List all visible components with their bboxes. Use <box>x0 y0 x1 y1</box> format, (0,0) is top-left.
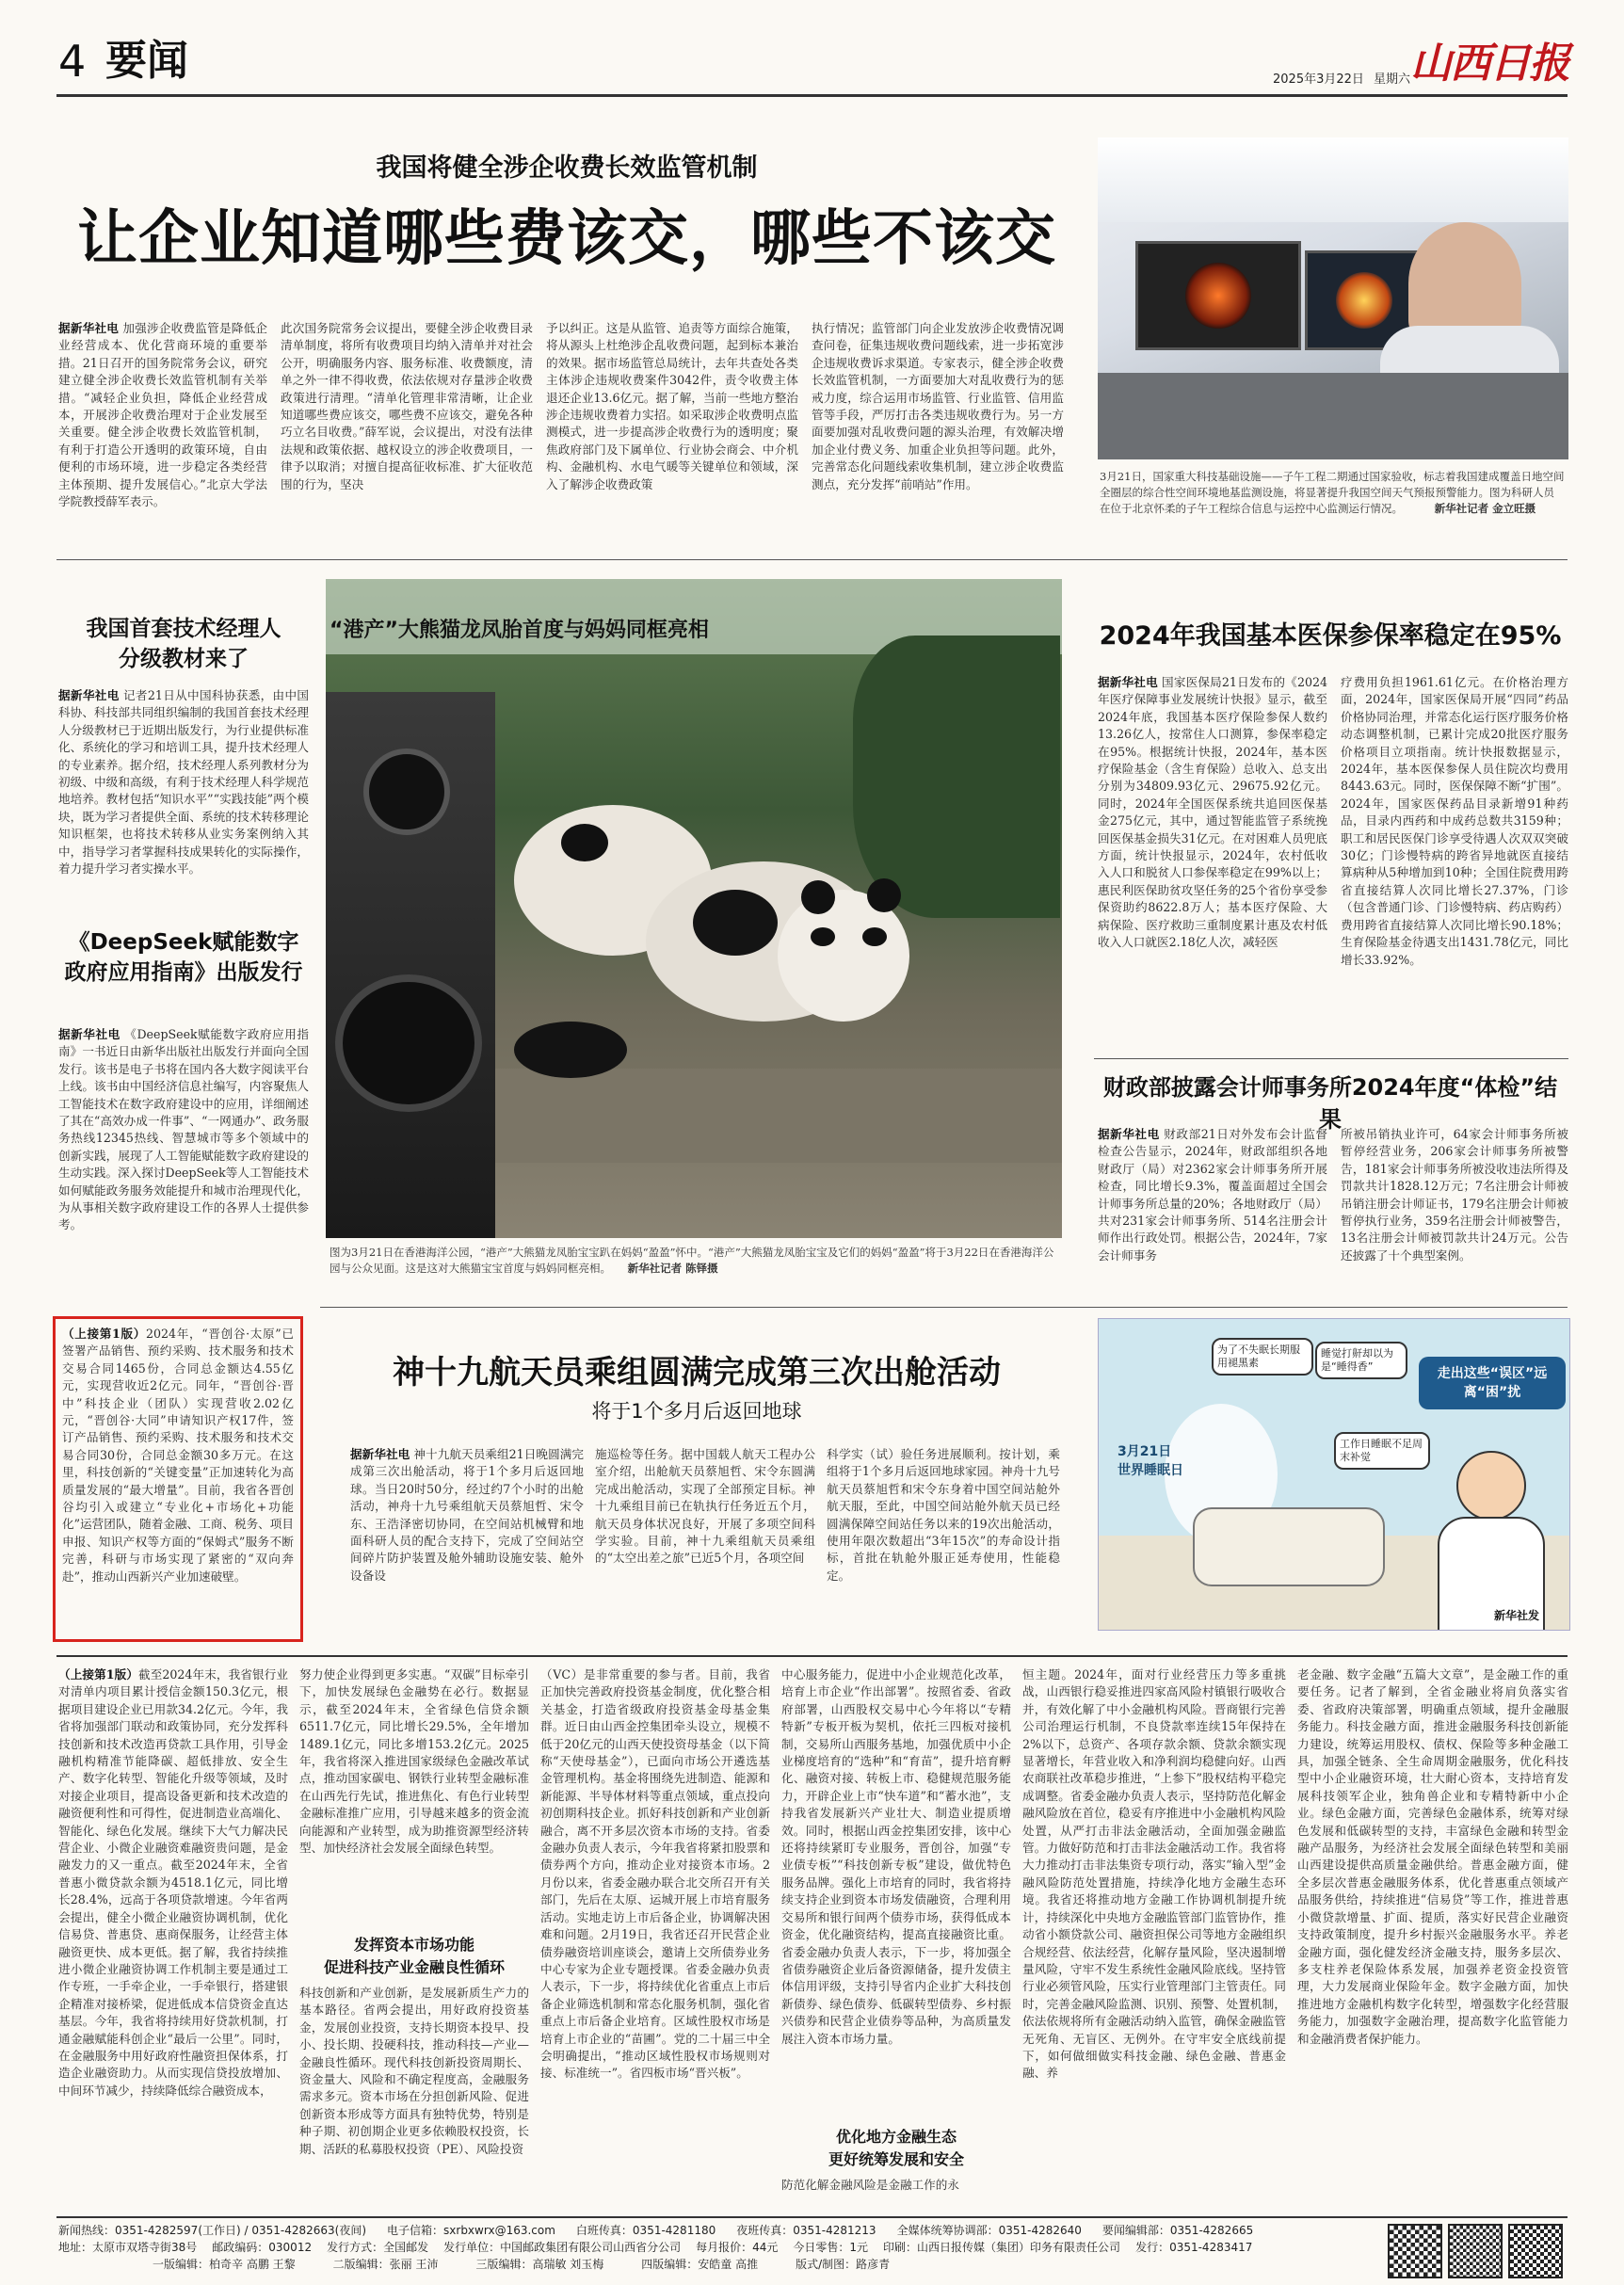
masthead-logo: 山西日报 <box>1410 40 1568 88</box>
date: 2025年3月22日 <box>1273 72 1364 87</box>
speech-bubble: 工作日睡眠不足周末补觉 <box>1334 1432 1430 1470</box>
weekday: 星期六 <box>1374 72 1411 87</box>
jump1-body: （上接第1版）2024年，“晋创谷·太原”已签署产品销售、预约采购、技术服务和技术交易合同1465份，合同总金额达4.55亿元，实现营收近2亿元。同年，“晋创谷·晋中”科技企业（团队）实现营收2.02亿元，“晋创谷·大同”申请知识产权17件，签订产品销售、预约采购、技术服务和技术交易合同30份，合同总金额30多万元。在这里，科技创新的“关键变量”正加速转化为高质量发展的“最大增量”。目前，我省各晋创谷均引入或建立“专业化+市场化+功能化”运营团队，随着金融、工商、税务、项目申报、知识产权等方面的“保姆式”服务不断完善，科研与市场实现了紧密的“双向奔赴”，推动山西新兴产业加速破壁。 <box>62 1327 294 1584</box>
audit-col-2: 所被吊销执业许可，64家会计师事务所被暂停经营业务，206家会计师事务所被警告，181家会计师事务所被没收违法所得及罚款共计1828.12万元；7名注册会计师被吊销注册会计师证书，179名注册会计师被暂停执行业务，359名注册会计师被警告，13名注册会计师被罚款共计24万元。公告还披露了十个典型案例。 <box>1341 1127 1568 1263</box>
footer <box>58 2222 1376 2280</box>
space-col-1: 据新华社电 神十九航天员乘组21日晚圆满完成第三次出舱活动，将于1个多月后返回地球。当日20时50分，经过约7个小时的出舱活动，神舟十九号乘组航天员蔡旭哲、宋令东、王浩泽密切协同，在空间站机械臂和地面科研人员的配合支持下，完成了空间站空间碎片防护装置及舱外辅助设施安装、舱外设备设 <box>350 1447 584 1583</box>
finance-subhead-2: 优化地方金融生态 更好统筹发展和安全 <box>828 2128 964 2168</box>
page-header <box>0 0 1624 104</box>
space-subtitle: 将于1个多月后返回地球 <box>591 1400 802 1423</box>
speech-bubble: 睡觉打鼾却以为是“睡得香” <box>1315 1342 1407 1379</box>
footer-row-1: 新闻热线：0351-4282597(工作日) / 0351-4282663(夜间) 电子信箱：sxrbxwrx@163.com 白班传真：0351-4281180 夜班传真：0351-4281213 全媒体统筹协调部：0351-4282640 要闻编辑部：0351-4282665 <box>58 2224 1254 2237</box>
medical-col-2: 疗费用负担1961.61亿元。在价格治理方面，2024年，国家医保局开展“四同”药品价格协同治理，并常态化运行医疗服务价格动态调整机制，已累计完成20批医疗服务价格项目立项指南。统计快报数据显示，2024年，基本医保参保人员住院次均费用8443.63元。同时，医保保障不断“扩围”。2024年，国家医保药品目录新增91种药品，目录内西药和中成药总数共3159种；职工和居民医保门诊享受待遇人次双双突破30亿；门诊慢特病的跨省异地就医直接结算病种从5种增加到10种；全国住院费用跨省直接结算人次同比增长27.37%，门诊（包含普通门诊、门诊慢特病、药店购药）费用跨省直接结算人次同比增长90.18%；生育保险基金待遇支出1431.78亿元，同比增长33.92%。 <box>1341 675 1568 967</box>
space-headline: 神十九航天员乘组圆满完成第三次出舱活动 <box>393 1354 1001 1392</box>
lead-col-3: 予以纠正。这是从监管、追责等方面综合施策，将从源头上杜绝涉企乱收费问题，起到标本兼治的效果。据市场监管总局统计，去年共查处各类主体涉企违规收费案件3042件，责令收费主体退还企业13.6亿元。据了解，当前一些地方整治涉企违规收费着力实招。如采取涉企收费明点监测模式，进一步提高涉企收费行为的透明度；聚焦政府部门及下属单位、行业协会商会、中介机构、金融机构、水电气暖等关键单位和领域，深入了解涉企收费政策 <box>546 321 798 491</box>
panda-caption: 图为3月21日在香港海洋公园，“港产”大熊猫龙凤胎宝宝趴在妈妈“盈盈”怀中。“港产”大熊猫龙凤胎宝宝及它们的妈妈“盈盈”将于3月22日在香港海洋公园与公众见面。这是这对大熊猫宝宝首度与妈妈同框亮相。 新华社记者 陈铎摄 <box>330 1246 1054 1275</box>
cartoon-banner: 走出这些“误区”远离“困”扰 <box>1419 1357 1566 1409</box>
sleep-cartoon <box>1098 1318 1570 1631</box>
section-name: 要闻 <box>105 37 188 85</box>
panda-headline: “港产”大熊猫龙凤胎首度与妈妈同框亮相 <box>330 619 709 642</box>
audit-headline: 财政部披露会计师事务所2024年度“体检”结果 <box>1102 1074 1558 1133</box>
textbook-body: 据新华社电 记者21日从中国科协获悉，由中国科协、科技部共同组织编制的我国首套技术经理人分级教材已于近期出版发行，为行业提供标准化、系统化的学习和培训工具，提升技术经理人的专业素养。据介绍，技术经理人系列教材分为初级、中级和高级，有利于技术经理人科学规范地培养。教材包括“知识水平”“实践技能”两个模块，既为学习者提供全面、系统的技术转移理论知识框架，也将技术转移从业实务案例纳入其中，指导学习者掌握科技成果转化的实际操作，着力提升学习者实操水平。 <box>58 688 309 877</box>
lead-headline: 让企业知道哪些费该交，哪些不该交 <box>77 204 1056 274</box>
finance-col-2b: 科技创新和产业创新，是发展新质生产力的基本路径。省两会提出，用好政府投资基金，发展创业投资，支持长期资本投早、投小、投长期、投硬科技，推动科技—产业—金融良性循环。现代科技创新投资周期长、资金量大、风险和不确定程度高，金融服务需求多元。资本市场在分担创新风险、促进创新资本形成等方面具有独特优势，特别是种子期、初创期企业更多依赖股权投资，长期、活跃的私募股权投资（PE）、风险投资 <box>299 1986 529 2156</box>
audit-col-1: 据新华社电 财政部21日对外发布会计监督检查公告显示，2024年，财政部组织各地财政厅（局）对2362家会计师事务所开展检查，同比增长9.3%，覆盖面超过全国会计师事务所总量的20%；各地财政厅（局）共对231家会计师事务所、514名注册会计师作出行政处罚。根据公告，2024年，7家会计师事务 <box>1098 1127 1327 1263</box>
research-center-caption: 3月21日，国家重大科技基础设施——子午工程二期通过国家验收，标志着我国建成覆盖日地空间全圈层的综合性空间环境地基监测设施，将显著提升我国空间天气预报预警能力。图为科研人员在位于北京怀柔的子午工程综合信息与运控中心监测运行情况。 新华社记者 金立旺摄 <box>1100 470 1565 515</box>
panda-photo <box>326 579 1062 1238</box>
deepseek-headline: 《DeepSeek赋能数字 政府应用指南》出版发行 <box>64 930 303 985</box>
photo-credit: 新华社记者 金立旺摄 <box>1434 502 1536 515</box>
lead-kicker: 我国将健全涉企收费长效监管机制 <box>376 153 758 183</box>
space-col-3: 科学实（试）验任务进展顺利。按计划，乘组将于1个多月后返回地球家园。神舟十九号航天员蔡旭哲和宋令东身着中国空间站舱外航天服，至此，中国空间站舱外航天员已经圆满保障空间站任务以来的19次出舱活动，使用年限次数超出“3年15次”的寿命设计指标，首批在轨舱外服正延寿使用，性能稳定。 <box>827 1447 1060 1583</box>
finance-col-4a: 中心服务能力，促进中小企业规范化改革，培育上市企业“作出部署”。按照省委、省政府部署，山西股权交易中心今年将以“专精特新”专板开板为契机，依托三四板对接机制，交易所山西服务基地，加强优质中小企业梯度培育的“选种”和“育苗”，提升培育孵化、融资对接、转板上市、稳健规范服务能力，开辟企业上市“快车道”和“蓄水池”，支持我省发展新兴产业壮大、制造业提质增效。同时，根据山西金控集团安排，该中心还将持续紧盯专业服务，晋创谷，加强“专业债专板”“科技创新专板”建设，做优特色服务品牌。强化上市培育的同时，我省将持续支持企业到资本市场发债融资，合理利用交易所和银行间两个债券市场，获得低成本资金，优化融资结构，提高直接融资比重。省委金融办负责人表示，下一步，将加强全省债券融资企业后备资源储备，提升发债主体信用评级，支持引导省内企业扩大科技创新债券、绿色债券、低碳转型债券、乡村振兴债券和民营企业债券等品种，为高质量发展注入资本市场力量。 <box>781 1667 1011 2046</box>
footer-row-3: 一版编辑：柏奇辛 高鹏 王黎 二版编辑：张丽 王沛 三版编辑：高瑞敏 刘玉梅 四版编辑：安皓童 高推 版式/制图：路彦青 <box>153 2258 891 2271</box>
space-col-2: 施巡检等任务。据中国载人航天工程办公室介绍，出舱航天员蔡旭哲、宋令东圆满完成出舱活动，实现了全部预定目标。神十九乘组目前已在轨执行任务近五个月，航天员身体状况良好，开展了多项空间科学实验。目前，神十九乘组航天员乘组的“太空出差之旅”已近5个月，各项空间 <box>595 1447 815 1566</box>
page-number: 4 <box>58 36 87 87</box>
cartoon-event: 世界睡眠日 <box>1118 1463 1183 1478</box>
finance-col-2a: 努力使企业得到更多实惠。“双碳”目标牵引下，加快发展绿色金融势在必行。数据显示，截至2024年末，全省绿色信贷余额6511.7亿元，同比增长29.5%，全年增加1489.1亿元，同比多增153.2亿元。2025年，我省将深入推进国家级绿色金融改革试点，推动国家碳电、钢铁行业转型金融标准在山西先行先试，推进焦化、有色行业转型金融标准推广应用，引导越来越多的资金流向能源和产业转型，成为助推资源型经济转型、加快经济社会发展全面绿色转型。 <box>299 1667 529 1856</box>
lead-col-4: 执行情况；监管部门向企业发放涉企收费情况调查问卷，征集违规收费问题线索，进一步拓宽涉企违规收费诉求渠道。专家表示，健全涉企收费长效监管机制，一方面要加大对乱收费行为的惩戒力度，综合运用市场监管、行业监管、信用监管等手段，严厉打击各类违规收费行为。另一方面要加强对乱收费问题的源头治理，有效解决增加企业付费义务、加重企业负担等问题。此外，完善常态化问题线索收集机制，建立涉企收费监测点，充分发挥“前哨站”作用。 <box>812 321 1064 491</box>
issue-date <box>1273 72 1410 89</box>
qr-code-icon <box>1388 2224 1442 2278</box>
photo-credit: 新华社记者 陈铎摄 <box>627 1262 718 1275</box>
qr-code-icon <box>1448 2224 1503 2278</box>
textbook-headline: 我国首套技术经理人 分级教材来了 <box>86 617 281 671</box>
deepseek-body: 据新华社电 《DeepSeek赋能数字政府应用指南》一书近日由新华出版社出版发行并面向全国发行。该书是电子书将在国内各大数字阅读平台上线。该书由中国经济信息社编写，内容聚焦人工智能技术在数字政府建设中的应用，详细阐述了其在“高效办成一件事”、“一网通办”、政务服务热线12345热线、智慧城市等多个领域中的创新实践，展现了人工智能赋能数字政府建设的生动实践。深入探讨DeepSeek等人工智能技术如何赋能政务服务效能提升和城市治理现代化，为从事相关数字政府建设工作的各界人士提供参考。 <box>58 1027 309 1232</box>
finance-subhead-1: 发挥资本市场功能 促进科技产业金融良性循环 <box>323 1936 505 1976</box>
medical-col-1: 据新华社电 国家医保局21日发布的《2024年医疗保障事业发展统计快报》显示，截至2024年底，我国基本医疗保险参保人数约13.26亿人，按常住人口测算，参保率稳定在95%。根据统计快报，2024年，基本医疗保险基金（含生育保险）总收入、总支出分别为34809.93亿元、29675.92亿元。同时，2024年全国医保系统共追回医保基金275亿元，其中，通过智能监管子系统挽回医保基金损失31亿元。在对困难人员兜底方面，统计快报显示，2024年，农村低收入人口和脱贫人口参保率稳定在99%以上；惠民利医保助贫攻坚任务的25个省份享受参保资助约8622.8万人；基本医疗保险、大病保险、医疗救助三重制度累计惠及农村低收入人口就医2.18亿人次，减轻医 <box>1098 675 1327 950</box>
finance-col-4b: 防范化解金融风险是金融工作的永 <box>781 2178 959 2192</box>
lead-col-2: 此次国务院常务会议提出，要健全涉企收费目录清单制度，将所有收费项目均纳入清单并对社会公开，明确服务内容、服务标准、收费额度，清单之外一律不得收费，依法依规对存量涉企收费政策进行清理。“清单化管理非常清晰，让企业知道哪些费应该交，哪些费不应该交，避免各种巧立名目收费。”薛军说，会议提出，对没有法律法规和政策依据、越权设立的涉企收费项目，一律予以取消；对擅自提高征收标准、扩大征收范围的行为，坚决 <box>281 321 533 491</box>
research-center-photo <box>1098 137 1568 459</box>
medical-headline: 2024年我国基本医保参保率稳定在95% <box>1099 621 1562 651</box>
finance-col-1: （上接第1版）截至2024年末，我省银行业对清单内项目累计授信金额150.3亿元，根据项目建设企业已用款34.2亿元。今年，我省将加强部门联动和政策协同，充分发挥科技创新和技术改造再贷款工具作用，引导金融机构精准节能降碳、超低排放、安全生产、数字化转型、智能化升级等领域，及时对接企业项目，提高设备更新和技术改造的融资便利性和可得性，促进制造业高端化、智能化、绿色化发展。继续下大气力解决民营企业、小微企业融资难融资贵问题，是金融发力的又一重点。截至2024年末，全省普惠小微贷款余额为4518.1亿元，同比增长28.4%，远高于各项贷款增速。今年省两会提出，健全小微企业融资协调机制，优化信易贷、普惠贷、惠商保服务，让经营主体融资更快、成本更低。据了解，我省持续推进小微企业融资协调工作机制主要是通过工作专班，一手牵企业，一手牵银行，搭建银企精准对接桥梁，促进低成本信贷资金直达基层。今年，我省将持续用好贷款机制，打通金融赋能科创企业“最后一公里”。同时，在金融服务中用好政府性融资担保体系，打造企业融资助力。从而实现信贷投放增加、中间环节减少，持续降低综合融资成本， <box>58 1667 288 2098</box>
photo-credit: 新华社发 <box>1494 1609 1540 1622</box>
cartoon-date: 3月21日 <box>1118 1444 1172 1459</box>
finance-col-5: 恒主题。2024年，面对行业经营压力等多重挑战，山西银行稳妥推进四家高风险村镇银行吸收合并，有效化解了中小金融机构风险。晋商银行完善公司治理运行机制，不良贷款率连续15年保持在2%以下，总资产、各项存款余额、贷款余额实现显著增长，年营业收入和净利润均稳健向好。山西农商联社改革稳步推进，“上参下”股权结构平稳完成调整。省委金融办负责人表示，坚持防范化解金融风险放在首位，稳妥有序推进中小金融机构风险处置，从严打击非法金融活动，全面加强金融监管。力做好防范和打击非法金融活动工作。我省将大力推动打击非法集资专项行动，落实“输入型”金融风险防范处置措施，持续净化地方金融生态环境。我省还将推动地方金融工作协调机制提升统计，持续深化中央地方金融监管部门监管协作，推动省小额贷款公司、融资担保公司等地方金融组织合规经营、依法经营，化解存量风险，坚决遏制增量风险，守牢不发生系统性金融风险底线。坚持管行业必须管风险，压实行业管理部门主管责任。同时，完善金融风险监测、识别、预警、处置机制，依法依规将所有金融活动纳入监管，确保金融监管无死角、无盲区、无例外。在守牢安全底线前提下，如何做细做实科技金融、绿色金融、普惠金融、养 <box>1022 1667 1286 2081</box>
lead-col-1: 据新华社电 加强涉企收费监管是降低企业经营成本、优化营商环境的重要举措。21日召开的国务院常务会议，研究建立健全涉企收费长效监管机制有关举措。“减轻企业负担，降低企业经营成本，开展涉企收费治理对于企业发展至关重要。健全涉企收费长效监管机制，有利于打造公开透明的政策环境，自由便利的市场环境，进一步稳定各类经营主体预期、提升发展信心。”北京大学法学院教授薛军表示。 <box>58 321 267 509</box>
dateline: 据新华社电 <box>58 321 120 335</box>
finance-col-3: （VC）是非常重要的参与者。目前，我省正加快完善政府投资基金制度，优化整合相关基金，打造省级政府投资基金母基金集群。近日由山西金控集团牵头设立，规模不低于20亿元的山西天使投资母基金（以下简称“天使母基金”），已面向市场公开遴选基金管理机构。基金将围绕先进制造、能源和新能源、半导体材料等重点领域，重点投向初创期科技企业。抓好科技创新和产业创新融合，离不开多层次资本市场的支持。省委金融办负责人表示，今年我省将紧扣股票和债券两个方向，推动企业对接资本市场。2月份以来，省委金融办联合北交所召开有关部门，先后在太原、运城开展上市培育服务活动。实地走访上市后备企业，协调解决困难和问题。2月19日，我省还召开民营企业债券融资培训座谈会，邀请上交所债券业务中心专家为企业专题授课。省委金融办负责人表示，下一步，将持续优化省重点上市后备企业筛选机制和常态化服务机制，强化省重点上市后备企业培育。区域性股权市场是培育上市企业的“苗圃”。党的二十届三中全会明确提出，“推动区域性股权市场规则对接、标准统一”。省四板市场“晋兴板”。 <box>540 1667 770 2081</box>
qr-code-icon <box>1508 2224 1563 2278</box>
footer-row-2: 地址：太原市双塔寺街38号 邮政编码：030012 发行方式：全国邮发 发行单位：中国邮政集团有限公司山西省分公司 每月报价：44元 今日零售：1元 印刷：山西日报传媒（集团）印务有限责任公司 发行：0351-4283417 <box>58 2241 1253 2254</box>
speech-bubble: 为了不失眠长期服用褪黑素 <box>1212 1338 1313 1376</box>
finance-col-6: 老金融、数字金融“五篇大文章”，是金融工作的重要任务。记者了解到，全省金融业将肩负落实省委、省政府决策部署，明确重点领域，提升金融服务能力。科技金融方面，推进金融服务科技创新能力建设，统筹运用股权、债权、保险等多种金融工具，加强全链条、全生命周期金融服务，优化科技型中小企业融资环境，壮大耐心资本，支持培育发展科技领军企业，独角兽企业和专精特新中小企业。绿色金融方面，完善绿色金融体系，统筹对绿色发展和低碳转型的支持，丰富绿色金融和转型金融产品服务，为经济社会发展全面绿色转型和美丽山西建设提供高质量金融供给。普惠金融方面，健全多层次普惠金融服务体系，优化普惠重点领域产品服务供给，持续推进“信易贷”等工作，推进普惠小微贷款增量、扩面、提质，落实好民营企业融资支持政策制度，提升乡村振兴金融服务水平。养老金融方面，强化健发经济金融支持，服务多层次、多支柱养老保险体系发展，加强养老资金投资管理，大力发展商业保险年金。数字金融方面，加快推进地方金融机构数字化转型，增强数字化经营服务能力，加强数字金融治理，提高数字化监管能力和金融消费者保护能力。 <box>1297 1667 1568 2046</box>
